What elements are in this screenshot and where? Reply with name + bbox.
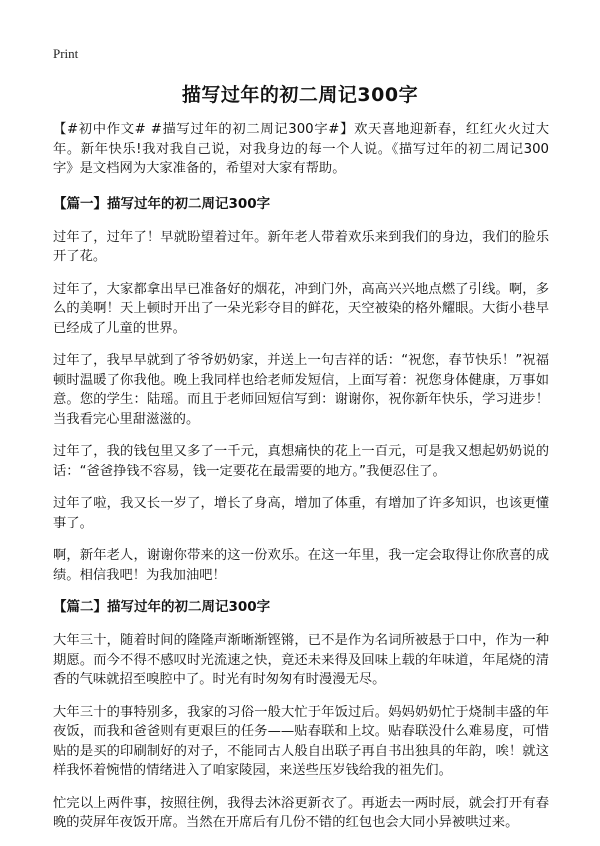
- paragraph: 大年三十的事特别多，我家的习俗一般大忙于年饭过后。妈妈奶奶忙于烧制丰盛的年夜饭，而我和爸爸则有更艰巨的任务——贴春联和上坟。贴春联没什么难易度，可惜贴的是买的印刷制好的对子，不能同古人般自出联子再自书出独具的年韵，唉！就这样我怀着惋惜的情绪进入了咱家陵园，来送些压岁钱给我的祖先们。: [53, 704, 549, 778]
- section-1: [53, 195, 549, 586]
- intro-paragraph: 【#初中作文# #描写过年的初二周记300字#】欢天喜地迎新春，红红火火过大年。新年快乐!我对我自己说，对我身边的每一个人说。《描写过年的初二周记300字》是文档网为大家准备的，希望对大家有帮助。: [53, 122, 549, 176]
- page-title: 描写过年的初二周记300字: [181, 84, 419, 106]
- section-heading: 【篇二】描写过年的初二周记300字: [53, 599, 271, 615]
- paragraph: 忙完以上两件事，按照往例，我得去沐浴更新衣了。再逝去一两时辰，就会打开有春晚的荧屏年夜饭开席。当然在开席后有几份不错的红包也会大同小异被哄过来。: [53, 795, 549, 830]
- paragraph: 大年三十，随着时间的隆隆声渐晰渐铿锵，已不是作为名词所被悬于口中，作为一种期愿。而今不得不感叹时光流速之快，竟还未来得及回味上载的年味道，年尾烧的清香的气味就招至嗅腔中了。时光有时匆匆有时漫漫无尽。: [53, 633, 549, 687]
- paragraph: 过年了，我的钱包里又多了一千元，真想痛快的花上一百元，可是我又想起奶奶说的话：“爸爸挣钱不容易，钱一定要花在最需要的地方。”我便忍住了。: [53, 444, 549, 479]
- paragraph: 过年了，大家都拿出早已准备好的烟花，冲到门外，高高兴兴地点燃了引线。啊，多么的美啊！天上顿时开出了一朵光彩夺目的鲜花，天空被染的格外耀眼。大街小巷早已经成了儿童的世界。: [53, 281, 549, 336]
- article-body: [53, 120, 549, 846]
- paragraph: 过年了啦，我又长一岁了，增长了身高，增加了体重，有增加了许多知识，也该更懂事了。: [53, 496, 549, 531]
- section-heading: 【篇一】描写过年的初二周记300字: [53, 195, 271, 212]
- paragraph: 啊，新年老人，谢谢你带来的这一份欢乐。在这一年里，我一定会取得让你欣喜的成绩。相信我吧！为我加油吧！: [53, 548, 549, 583]
- section-2: [53, 598, 549, 833]
- paragraph: 过年了，我早早就到了爷爷奶奶家，并送上一句吉祥的话：“祝您，春节快乐！”祝福顿时温暖了你我他。晚上我同样也给老师发短信，上面写着：祝您身体健康，万事如意。您的学生：陆瑶。而且于老师回短信写到：谢谢你，祝你新年快乐，学习进步！当我看完心里甜滋滋的。: [53, 353, 549, 427]
- print-link[interactable]: Print: [53, 46, 79, 61]
- paragraph: 过年了，过年了！早就盼望着过年。新年老人带着欢乐来到我们的身边，我们的脸乐开了花。: [53, 229, 549, 264]
